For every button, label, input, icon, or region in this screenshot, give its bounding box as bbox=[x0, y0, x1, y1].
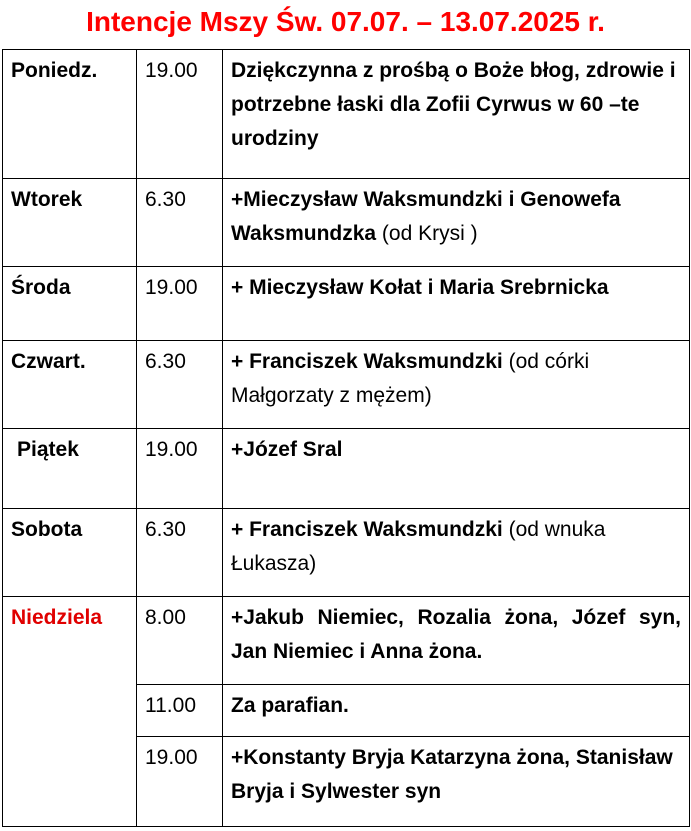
intention-text: + Franciszek Waksmundzki bbox=[231, 350, 503, 373]
day-cell: Poniedz. bbox=[3, 50, 137, 179]
intention-note: (od Krysi ) bbox=[376, 222, 478, 245]
intention-note: (od wnuka Łukasza) bbox=[231, 518, 606, 575]
intention-cell bbox=[223, 429, 690, 509]
day-cell: Sobota bbox=[3, 509, 137, 597]
page-title: Intencje Mszy Św. 07.07. – 13.07.2025 r. bbox=[86, 6, 605, 37]
time-cell: 8.00 bbox=[137, 597, 223, 685]
table-row bbox=[3, 267, 690, 341]
time-cell: 6.30 bbox=[137, 179, 223, 267]
time-cell: 19.00 bbox=[137, 50, 223, 179]
intention-cell bbox=[223, 737, 690, 827]
table-row bbox=[3, 509, 690, 597]
intention-text: + Franciszek Waksmundzki bbox=[231, 518, 503, 541]
table-row bbox=[3, 341, 690, 429]
intention-cell bbox=[223, 509, 690, 597]
day-cell: Piątek bbox=[3, 429, 137, 509]
mass-intentions-table bbox=[2, 49, 690, 827]
time-cell: 6.30 bbox=[137, 341, 223, 429]
intention-cell bbox=[223, 179, 690, 267]
table-row bbox=[3, 429, 690, 509]
intention-text: +Mieczysław Waksmundzki i Genowefa Waksmundzka bbox=[231, 188, 621, 245]
day-cell-sunday: Niedziela bbox=[3, 597, 137, 827]
time-cell: 19.00 bbox=[137, 267, 223, 341]
intention-cell bbox=[223, 341, 690, 429]
table-row bbox=[3, 179, 690, 267]
intention-note: (od córki Małgorzaty z mężem) bbox=[231, 350, 590, 407]
intention-cell bbox=[223, 267, 690, 341]
intention-cell bbox=[223, 685, 690, 737]
time-cell: 19.00 bbox=[137, 737, 223, 827]
day-cell: Środa bbox=[3, 267, 137, 341]
intention-text: + Mieczysław Kołat i Maria Srebrnicka bbox=[231, 276, 609, 299]
time-cell: 19.00 bbox=[137, 429, 223, 509]
intention-cell bbox=[223, 50, 690, 179]
intention-text: +Józef Sral bbox=[231, 438, 343, 461]
intention-text: +Jakub Niemiec, Rozalia żona, Józef syn, Jan Niemiec i Anna żona. bbox=[231, 606, 681, 663]
time-cell: 11.00 bbox=[137, 685, 223, 737]
intention-cell bbox=[223, 597, 690, 685]
table-row bbox=[3, 50, 690, 179]
intention-text: Za parafian. bbox=[231, 694, 349, 717]
intention-text: +Konstanty Bryja Katarzyna żona, Stanisław Bryja i Sylwester syn bbox=[231, 746, 673, 803]
intention-text: Dziękczynna z prośbą o Boże błog, zdrowie i potrzebne łaski dla Zofii Cyrwus w 60 –te urodziny bbox=[231, 59, 676, 150]
day-cell: Czwart. bbox=[3, 341, 137, 429]
time-cell: 6.30 bbox=[137, 509, 223, 597]
table-row bbox=[3, 597, 690, 685]
day-cell: Wtorek bbox=[3, 179, 137, 267]
